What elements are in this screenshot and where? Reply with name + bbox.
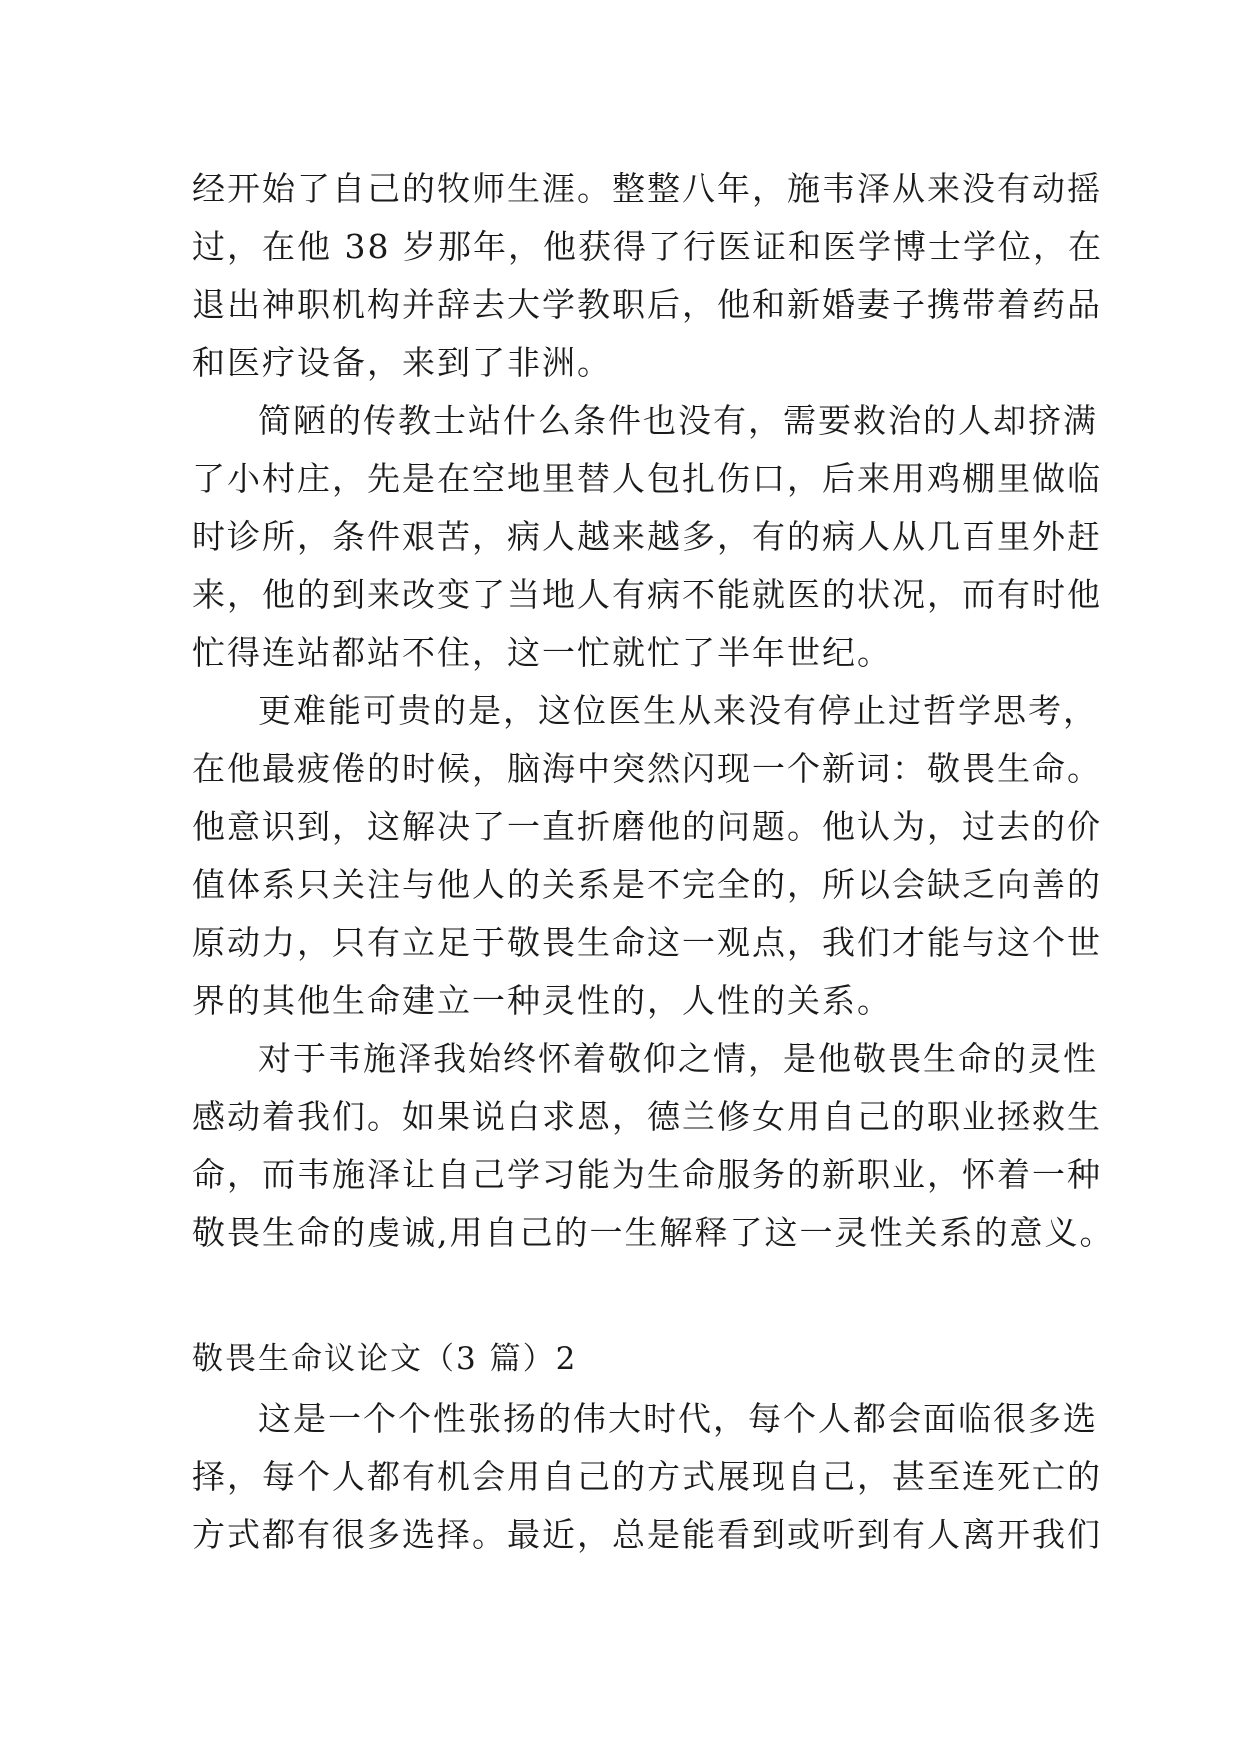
- text-line: 退出神职机构并辞去大学教职后，他和新婚妻子携带着药品: [192, 285, 1102, 324]
- section-heading: 敬畏生命议论文（3 篇）2: [192, 1341, 578, 1377]
- text-line: 简陋的传教士站什么条件也没有，需要救治的人却挤满: [258, 401, 1098, 440]
- body-text-section-2: [192, 1390, 1102, 1564]
- text-line: 了小村庄，先是在空地里替人包扎伤口，后来用鸡棚里做临: [192, 459, 1102, 498]
- text-line: 界的其他生命建立一种灵性的，人性的关系。: [192, 981, 892, 1020]
- text-line: 忙得连站都站不住，这一忙就忙了半年世纪。: [192, 633, 892, 672]
- text-line: 值体系只关注与他人的关系是不完全的，所以会缺乏向善的: [192, 865, 1102, 904]
- text-line: 过，在他 38 岁那年，他获得了行医证和医学博士学位，在: [192, 227, 1103, 266]
- text-line: 这是一个个性张扬的伟大时代，每个人都会面临很多选: [258, 1399, 1098, 1438]
- body-text-section-1: [192, 160, 1115, 1262]
- text-line: 在他最疲倦的时候，脑海中突然闪现一个新词：敬畏生命。: [192, 749, 1102, 788]
- text-line: 经开始了自己的牧师生涯。整整八年，施韦泽从来没有动摇: [192, 169, 1102, 208]
- text-line: 原动力，只有立足于敬畏生命这一观点，我们才能与这个世: [192, 923, 1102, 962]
- text-line: 感动着我们。如果说白求恩，德兰修女用自己的职业拯救生: [192, 1097, 1102, 1136]
- text-line: 对于韦施泽我始终怀着敬仰之情，是他敬畏生命的灵性: [258, 1039, 1098, 1078]
- text-line: 命，而韦施泽让自己学习能为生命服务的新职业，怀着一种: [192, 1155, 1102, 1194]
- text-line: 敬畏生命的虔诚,用自己的一生解释了这一灵性关系的意义。: [192, 1213, 1115, 1252]
- text-line: 择，每个人都有机会用自己的方式展现自己，甚至连死亡的: [192, 1457, 1102, 1496]
- text-line: 更难能可贵的是，这位医生从来没有停止过哲学思考，: [258, 691, 1098, 730]
- text-line: 他意识到，这解决了一直折磨他的问题。他认为，过去的价: [192, 807, 1102, 846]
- text-line: 方式都有很多选择。最近，总是能看到或听到有人离开我们: [192, 1515, 1102, 1554]
- text-line: 和医疗设备，来到了非洲。: [192, 343, 612, 382]
- text-line: 时诊所，条件艰苦，病人越来越多，有的病人从几百里外赶: [192, 517, 1102, 556]
- text-line: 来，他的到来改变了当地人有病不能就医的状况，而有时他: [192, 575, 1102, 614]
